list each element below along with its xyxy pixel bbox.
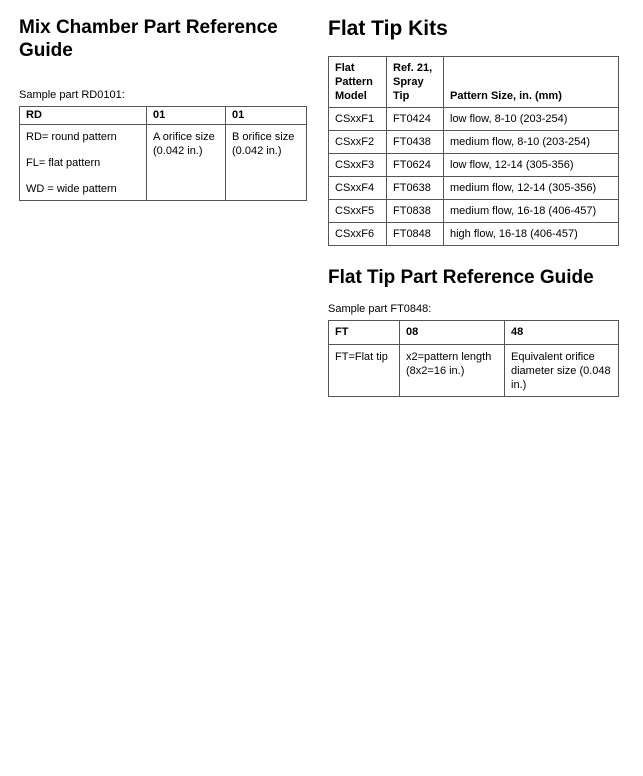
table-cell: FT0638 <box>387 177 444 200</box>
table-cell: CSxxF6 <box>329 223 387 246</box>
header-cell: 48 <box>505 321 619 345</box>
table-row <box>329 223 619 246</box>
table-cell: FT0838 <box>387 200 444 223</box>
pattern-option: FL= flat pattern <box>26 157 101 169</box>
mix-chamber-title: Mix Chamber Part Reference Guide <box>19 17 278 61</box>
header-cell: FT <box>329 321 400 345</box>
table-cell: FT0848 <box>387 223 444 246</box>
header-cell: 01 <box>226 107 307 125</box>
table-cell: FT0624 <box>387 154 444 177</box>
table-cell: FT0438 <box>387 131 444 154</box>
flat-tip-guide-title: Flat Tip Part Reference Guide <box>328 267 594 288</box>
table-header-row <box>329 321 619 345</box>
table-cell: medium flow, 8-10 (203-254) <box>444 131 619 154</box>
pattern-option: WD = wide pattern <box>26 183 117 195</box>
mix-chamber-sample-text: Sample part RD0101: <box>19 89 125 101</box>
flat-tip-guide-table <box>328 320 619 397</box>
table-cell: x2=pattern length (8x2=16 in.) <box>400 345 505 397</box>
flat-tip-kits-title: Flat Tip Kits <box>328 17 448 40</box>
table-header-row <box>20 107 307 125</box>
table-cell: CSxxF3 <box>329 154 387 177</box>
flat-tip-sample-text: Sample part FT0848: <box>328 303 432 315</box>
header-cell: 08 <box>400 321 505 345</box>
flat-tip-section <box>328 16 619 397</box>
table-cell: CSxxF2 <box>329 131 387 154</box>
table-header-row <box>329 57 619 108</box>
table-cell: B orifice size (0.042 in.) <box>226 125 307 201</box>
table-cell: FT=Flat tip <box>329 345 400 397</box>
table-cell: low flow, 8-10 (203-254) <box>444 108 619 131</box>
mix-chamber-table <box>19 106 307 201</box>
pattern-option: RD= round pattern <box>26 131 117 143</box>
table-row <box>329 154 619 177</box>
header-cell: Ref. 21, Spray Tip <box>387 57 444 108</box>
table-row <box>329 345 619 397</box>
table-row <box>329 108 619 131</box>
table-cell: Equivalent orifice diameter size (0.048 in.) <box>505 345 619 397</box>
header-cell: RD <box>20 107 147 125</box>
table-cell: CSxxF4 <box>329 177 387 200</box>
table-cell: A orifice size (0.042 in.) <box>147 125 226 201</box>
table-row <box>329 200 619 223</box>
table-row <box>20 125 307 201</box>
table-cell <box>20 125 147 201</box>
table-cell: low flow, 12-14 (305-356) <box>444 154 619 177</box>
flat-tip-kits-table <box>328 56 619 246</box>
table-cell: medium flow, 12-14 (305-356) <box>444 177 619 200</box>
mix-chamber-section <box>19 16 307 201</box>
table-cell: CSxxF1 <box>329 108 387 131</box>
table-cell: medium flow, 16-18 (406-457) <box>444 200 619 223</box>
table-row <box>329 131 619 154</box>
header-cell: 01 <box>147 107 226 125</box>
table-cell: FT0424 <box>387 108 444 131</box>
table-row <box>329 177 619 200</box>
table-cell: CSxxF5 <box>329 200 387 223</box>
table-cell: high flow, 16-18 (406-457) <box>444 223 619 246</box>
header-cell: Pattern Size, in. (mm) <box>444 57 619 108</box>
header-cell: Flat Pattern Model <box>329 57 387 108</box>
